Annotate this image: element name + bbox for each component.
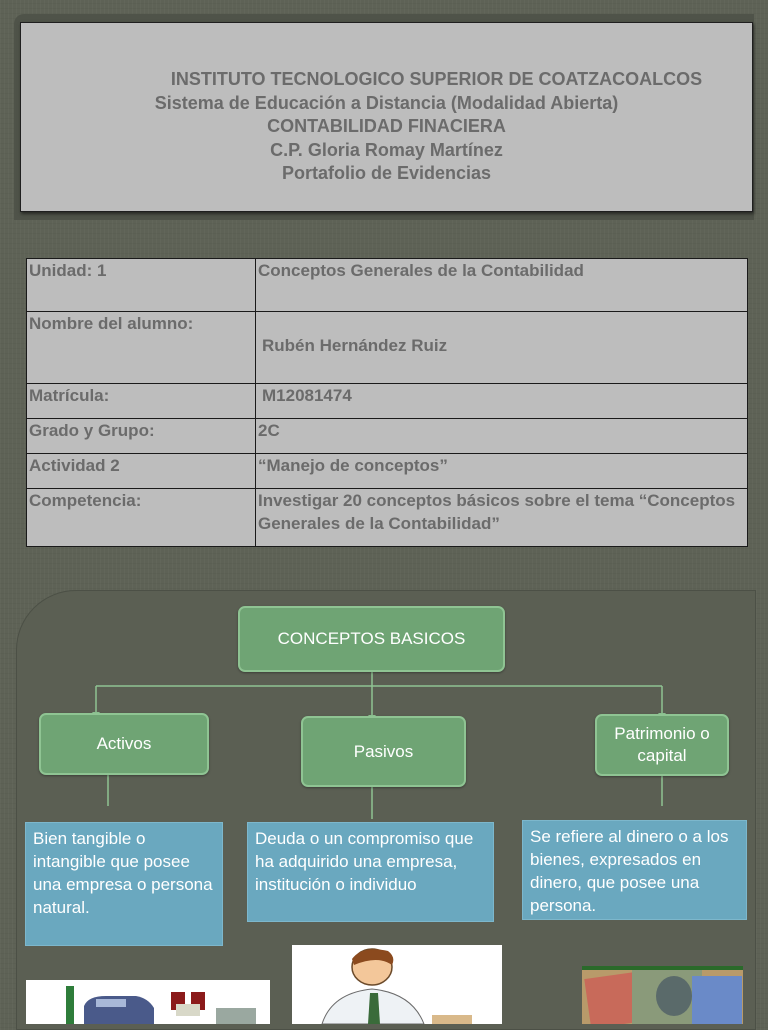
- assets-photo-icon: [26, 980, 270, 1024]
- branch-activos-box: [39, 713, 209, 775]
- person-illustration-icon: [292, 945, 502, 1024]
- teacher-name: C.P. Gloria Romay Martínez: [270, 139, 503, 160]
- banknotes-photo-icon: [582, 966, 743, 1024]
- system-subtitle: Sistema de Educación a Distancia (Modalidad Abierta): [154, 92, 619, 113]
- patrimonio-description: [522, 820, 747, 920]
- root-concept-box: [238, 606, 505, 672]
- row-value: Investigar 20 conceptos básicos sobre el tema “Conceptos Generales de la Contabilidad”: [256, 489, 748, 547]
- row-label: Nombre del alumno:: [27, 312, 256, 384]
- row-label: Unidad: 1: [27, 259, 256, 312]
- student-name: Rubén Hernández Ruiz: [262, 336, 448, 355]
- row-label: Competencia:: [27, 489, 256, 547]
- row-value: Conceptos Generales de la Contabilidad: [256, 259, 748, 312]
- branch-activos-label: Activos: [96, 734, 152, 753]
- activos-description-text: Bien tangible o intangible que posee una empresa o persona natural.: [33, 829, 213, 917]
- branch-pasivos-label: Pasivos: [353, 741, 414, 761]
- branch-patrimonio-box: [595, 714, 729, 776]
- pasivos-description-text: Deuda o un compromiso que ha adquirido una empresa, institución o individuo: [255, 829, 474, 894]
- course-title: CONTABILIDAD FINACIERA: [267, 116, 506, 136]
- row-value: 2C: [256, 419, 748, 454]
- institution-title: INSTITUTO TECNOLOGICO SUPERIOR DE COATZACOALCOS: [170, 69, 703, 89]
- row-label: Matrícula:: [27, 384, 256, 419]
- document-title: Portafolio de Evidencias: [281, 163, 492, 183]
- matricula-value: M12081474: [262, 386, 352, 405]
- branch-pasivos-box: [301, 716, 466, 787]
- row-label: Actividad 2: [27, 454, 256, 489]
- root-concept-label: CONCEPTOS BASICOS: [277, 629, 466, 648]
- pasivos-description: [247, 822, 494, 922]
- activos-description: [25, 822, 223, 946]
- patrimonio-description-text: Se refiere al dinero o a los bienes, expresados en dinero, que posee una persona.: [530, 827, 729, 915]
- branch-patrimonio-label: Patrimonio o capital: [614, 724, 710, 765]
- row-label: Grado y Grupo:: [27, 419, 256, 454]
- row-value: “Manejo de conceptos”: [256, 454, 748, 489]
